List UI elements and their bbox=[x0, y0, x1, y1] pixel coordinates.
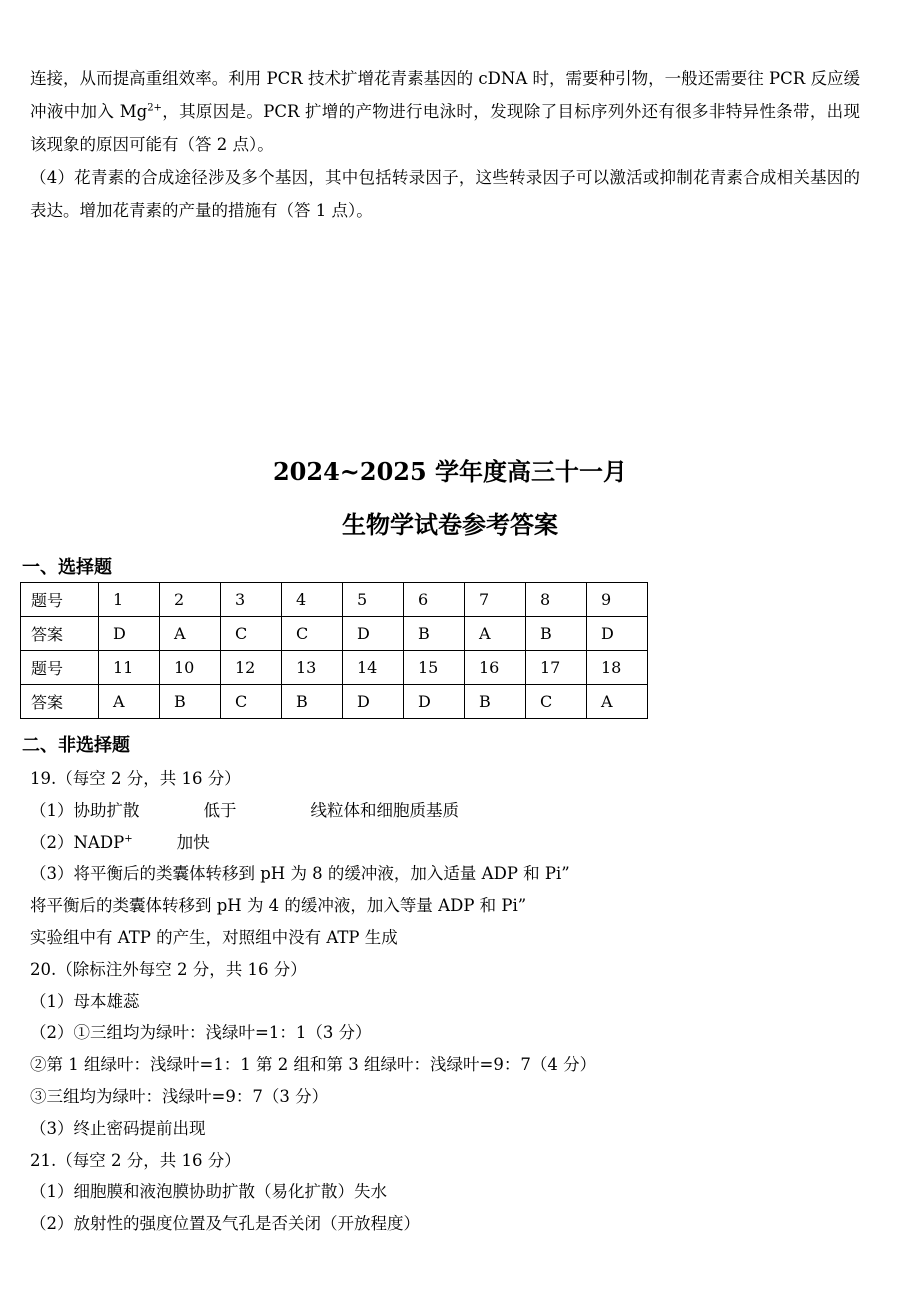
q19-2-blank2: 加快 bbox=[176, 832, 210, 852]
table-cell: 1 bbox=[99, 583, 160, 617]
table-cell: A bbox=[587, 685, 648, 719]
q19-1-blank1: （1）协助扩散 bbox=[30, 800, 140, 820]
table-cell: D bbox=[343, 685, 404, 719]
section-heading-choice: 一、选择题 bbox=[22, 557, 112, 578]
table-cell: C bbox=[221, 685, 282, 719]
q19-part2 bbox=[30, 827, 870, 859]
table-cell: B bbox=[160, 685, 221, 719]
q19-1-blank3: 线粒体和细胞质基质 bbox=[310, 800, 459, 820]
table-row bbox=[21, 617, 648, 651]
q19-1-blank2: 低于 bbox=[203, 800, 237, 820]
nadp-superscript: + bbox=[124, 833, 133, 845]
table-cell: C bbox=[282, 617, 343, 651]
q19-heading: 19.（每空 2 分，共 16 分） bbox=[30, 769, 241, 788]
table-cell: A bbox=[160, 617, 221, 651]
table-cell: 4 bbox=[282, 583, 343, 617]
table-cell: C bbox=[526, 685, 587, 719]
table-cell: B bbox=[465, 685, 526, 719]
table-cell: 7 bbox=[465, 583, 526, 617]
table-cell: 8 bbox=[526, 583, 587, 617]
table-row bbox=[21, 651, 648, 685]
q19-part1 bbox=[30, 795, 870, 827]
table-cell: 10 bbox=[160, 651, 221, 685]
q19-part3-line3: 实验组中有 ATP 的产生，对照组中没有 ATP 生成 bbox=[30, 927, 398, 947]
table-row bbox=[21, 685, 648, 719]
paragraph-anthocyanin: （4）花青素的合成途径涉及多个基因，其中包括转录因子，这些转录因子可以激活或抑制花青素合成相关基因的表达。增加花青素的产量的措施有（答 1 点）。 bbox=[30, 168, 860, 220]
table-cell: 15 bbox=[404, 651, 465, 685]
table-cell: 18 bbox=[587, 651, 648, 685]
q19-2-blank1: （2）NADP bbox=[30, 832, 125, 852]
table-cell: B bbox=[526, 617, 587, 651]
question-continuation bbox=[30, 62, 860, 227]
table-cell: 6 bbox=[404, 583, 465, 617]
section-heading-nonchoice: 二、非选择题 bbox=[22, 735, 130, 756]
q21-part2: （2）放射性的强度位置及气孔是否关闭（开放程度） bbox=[30, 1214, 420, 1234]
table-cell: D bbox=[587, 617, 648, 651]
q20-part2-line2: ②第 1 组绿叶：浅绿叶=1：1 第 2 组和第 3 组绿叶：浅绿叶=9：7（4 分） bbox=[30, 1055, 597, 1075]
table-row-header: 题号 bbox=[21, 651, 99, 685]
nonchoice-answers bbox=[30, 763, 870, 1240]
table-cell: 16 bbox=[465, 651, 526, 685]
q19-part3-line1: （3）将平衡后的类囊体转移到 pH 为 8 的缓冲液，加入适量 ADP 和 Pi” bbox=[30, 864, 570, 884]
table-cell: 5 bbox=[343, 583, 404, 617]
table-cell: 2 bbox=[160, 583, 221, 617]
q21-part1: （1）细胞膜和液泡膜协助扩散（易化扩散）失水 bbox=[30, 1182, 387, 1202]
paragraph-pcr bbox=[30, 62, 860, 161]
table-cell: B bbox=[282, 685, 343, 719]
q20-part2-line1: （2）①三组均为绿叶：浅绿叶=1：1（3 分） bbox=[30, 1023, 372, 1043]
exam-title-year: 2024~2025 学年度高三十一月 bbox=[272, 457, 628, 486]
table-cell: 14 bbox=[343, 651, 404, 685]
q19-part3-line2: 将平衡后的类囊体转移到 pH 为 4 的缓冲液，加入等量 ADP 和 Pi” bbox=[30, 896, 527, 916]
pcr-text-a: 连接，从而提高重组效率。利用 PCR 技术扩增花青素基因的 cDNA 时，需要种引物，一般还需要往 PCR 反应缓冲液中加入 Mg bbox=[30, 69, 860, 121]
exam-title-subject: 生物学试卷参考答案 bbox=[342, 510, 558, 539]
table-row bbox=[21, 583, 648, 617]
table-cell: 11 bbox=[99, 651, 160, 685]
table-cell: A bbox=[99, 685, 160, 719]
table-cell: C bbox=[221, 617, 282, 651]
table-row-header: 答案 bbox=[21, 617, 99, 651]
table-cell: 12 bbox=[221, 651, 282, 685]
table-cell: D bbox=[343, 617, 404, 651]
mg-superscript: 2+ bbox=[147, 102, 162, 114]
q20-part2-line3: ③三组均为绿叶：浅绿叶=9：7（3 分） bbox=[30, 1086, 329, 1106]
table-cell: D bbox=[404, 685, 465, 719]
table-row-header: 题号 bbox=[21, 583, 99, 617]
pcr-text-b: ，其原因是。PCR 扩增的产物进行电泳时，发现除了目标序列外还有很多非特异性条带，出现该现象的原因可能有（答 2 点）。 bbox=[30, 102, 860, 154]
table-cell: B bbox=[404, 617, 465, 651]
table-cell: 13 bbox=[282, 651, 343, 685]
table-cell: 17 bbox=[526, 651, 587, 685]
table-cell: A bbox=[465, 617, 526, 651]
q20-part1: （1）母本雄蕊 bbox=[30, 991, 140, 1011]
table-cell: 9 bbox=[587, 583, 648, 617]
answer-table bbox=[20, 582, 648, 719]
table-row-header: 答案 bbox=[21, 685, 99, 719]
table-cell: 3 bbox=[221, 583, 282, 617]
q20-heading: 20.（除标注外每空 2 分，共 16 分） bbox=[30, 959, 307, 979]
table-cell: D bbox=[99, 617, 160, 651]
q20-part3: （3）终止密码提前出现 bbox=[30, 1118, 206, 1138]
q21-heading: 21.（每空 2 分，共 16 分） bbox=[30, 1150, 241, 1170]
